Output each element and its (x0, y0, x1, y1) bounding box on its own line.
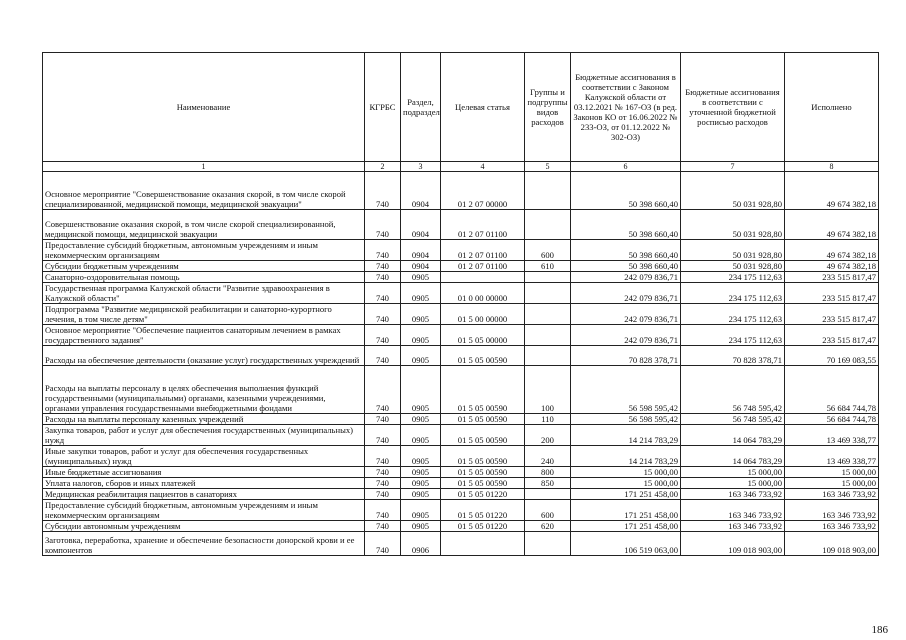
cell-expense-group (525, 283, 571, 304)
cell-kgrbs: 740 (365, 272, 401, 283)
header-section: Раздел, подраздел (401, 53, 441, 162)
cell-target-article: 01 2 07 01100 (441, 210, 525, 240)
cell-kgrbs: 740 (365, 366, 401, 414)
cell-revised-allocation: 234 175 112,63 (681, 304, 785, 325)
cell-section: 0905 (401, 325, 441, 346)
cell-target-article: 01 5 05 00590 (441, 478, 525, 489)
cell-target-article (441, 532, 525, 556)
cell-revised-allocation: 56 748 595,42 (681, 414, 785, 425)
table-row (43, 261, 879, 272)
cell-expense-group: 800 (525, 467, 571, 478)
cell-section: 0905 (401, 489, 441, 500)
cell-law-allocation: 14 214 783,29 (571, 446, 681, 467)
column-number: 3 (401, 162, 441, 172)
cell-name: Закупка товаров, работ и услуг для обеспечения государственных (муниципальных) нужд (43, 425, 365, 446)
cell-revised-allocation: 56 748 595,42 (681, 366, 785, 414)
cell-executed: 70 169 083,55 (785, 346, 879, 366)
cell-law-allocation: 14 214 783,29 (571, 425, 681, 446)
cell-law-allocation: 50 398 660,40 (571, 240, 681, 261)
cell-law-allocation: 56 598 595,42 (571, 414, 681, 425)
cell-section: 0904 (401, 261, 441, 272)
cell-expense-group (525, 304, 571, 325)
cell-name: Расходы на выплаты персоналу в целях обеспечения выполнения функций государственными (муниципальными) органами, казенными учреждениями, органами управления государственными внебюджетными фондами (43, 366, 365, 414)
cell-name: Предоставление субсидий бюджетным, автономным учреждениям и иным некоммерческим организациям (43, 240, 365, 261)
cell-revised-allocation: 50 031 928,80 (681, 240, 785, 261)
table-row (43, 489, 879, 500)
cell-revised-allocation: 14 064 783,29 (681, 425, 785, 446)
cell-expense-group: 200 (525, 425, 571, 446)
cell-target-article: 01 5 05 01220 (441, 521, 525, 532)
cell-section: 0904 (401, 210, 441, 240)
cell-expense-group: 600 (525, 240, 571, 261)
column-number: 1 (43, 162, 365, 172)
cell-section: 0905 (401, 346, 441, 366)
cell-executed: 49 674 382,18 (785, 210, 879, 240)
table-row (43, 446, 879, 467)
cell-kgrbs: 740 (365, 414, 401, 425)
cell-target-article: 01 5 05 00590 (441, 346, 525, 366)
cell-name: Иные бюджетные ассигнования (43, 467, 365, 478)
cell-target-article: 01 5 05 00590 (441, 414, 525, 425)
cell-section: 0905 (401, 478, 441, 489)
cell-name: Государственная программа Калужской области "Развитие здравоохранения в Калужской области" (43, 283, 365, 304)
cell-executed: 49 674 382,18 (785, 261, 879, 272)
cell-target-article: 01 5 05 00590 (441, 425, 525, 446)
table-row (43, 467, 879, 478)
cell-revised-allocation: 15 000,00 (681, 467, 785, 478)
cell-kgrbs: 740 (365, 304, 401, 325)
header-executed: Исполнено (785, 53, 879, 162)
cell-section: 0905 (401, 366, 441, 414)
cell-executed: 49 674 382,18 (785, 172, 879, 210)
cell-executed: 13 469 338,77 (785, 446, 879, 467)
header-revised-allocations: Бюджетные ассигнования в соответствии с уточненной бюджетной росписью расходов (681, 53, 785, 162)
cell-section: 0904 (401, 172, 441, 210)
cell-expense-group (525, 172, 571, 210)
header-target-article: Целевая статья (441, 53, 525, 162)
cell-section: 0905 (401, 304, 441, 325)
table-header-row (43, 53, 879, 162)
budget-table (42, 52, 879, 556)
cell-kgrbs: 740 (365, 467, 401, 478)
cell-executed: 56 684 744,78 (785, 414, 879, 425)
cell-law-allocation: 50 398 660,40 (571, 261, 681, 272)
cell-section: 0905 (401, 272, 441, 283)
cell-target-article: 01 2 07 00000 (441, 172, 525, 210)
column-number: 2 (365, 162, 401, 172)
cell-target-article: 01 5 05 00590 (441, 446, 525, 467)
table-row (43, 210, 879, 240)
table-row (43, 521, 879, 532)
cell-kgrbs: 740 (365, 210, 401, 240)
header-law-allocations: Бюджетные ассигнования в соответствии с Законом Калужской области от 03.12.2021 № 167-ОЗ (в ред. Законов КО от 16.06.2022 № 233-ОЗ, от 01.12.2022 № 302-ОЗ) (571, 53, 681, 162)
cell-section: 0905 (401, 425, 441, 446)
table-row (43, 346, 879, 366)
cell-target-article: 01 5 05 01220 (441, 489, 525, 500)
cell-expense-group: 600 (525, 500, 571, 521)
cell-expense-group (525, 210, 571, 240)
cell-executed: 233 515 817,47 (785, 325, 879, 346)
cell-law-allocation: 56 598 595,42 (571, 366, 681, 414)
column-number: 8 (785, 162, 879, 172)
cell-expense-group: 620 (525, 521, 571, 532)
cell-executed: 56 684 744,78 (785, 366, 879, 414)
cell-law-allocation: 242 079 836,71 (571, 283, 681, 304)
cell-name: Субсидии бюджетным учреждениям (43, 261, 365, 272)
cell-law-allocation: 171 251 458,00 (571, 489, 681, 500)
table-row (43, 478, 879, 489)
column-number: 4 (441, 162, 525, 172)
cell-kgrbs: 740 (365, 346, 401, 366)
cell-executed: 15 000,00 (785, 467, 879, 478)
cell-law-allocation: 171 251 458,00 (571, 521, 681, 532)
cell-kgrbs: 740 (365, 532, 401, 556)
cell-target-article: 01 2 07 01100 (441, 240, 525, 261)
cell-name: Предоставление субсидий бюджетным, автономным учреждениям и иным некоммерческим организациям (43, 500, 365, 521)
cell-law-allocation: 171 251 458,00 (571, 500, 681, 521)
cell-name: Санаторно-оздоровительная помощь (43, 272, 365, 283)
cell-expense-group (525, 272, 571, 283)
header-name: Наименование (43, 53, 365, 162)
cell-executed: 233 515 817,47 (785, 283, 879, 304)
cell-executed: 163 346 733,92 (785, 500, 879, 521)
cell-revised-allocation: 50 031 928,80 (681, 210, 785, 240)
cell-kgrbs: 740 (365, 425, 401, 446)
cell-expense-group (525, 489, 571, 500)
cell-revised-allocation: 234 175 112,63 (681, 325, 785, 346)
table-row (43, 304, 879, 325)
header-expense-groups: Группы и подгруппы видов расходов (525, 53, 571, 162)
cell-expense-group: 240 (525, 446, 571, 467)
cell-revised-allocation: 234 175 112,63 (681, 283, 785, 304)
cell-kgrbs: 740 (365, 521, 401, 532)
cell-target-article: 01 2 07 01100 (441, 261, 525, 272)
cell-name: Субсидии автономным учреждениям (43, 521, 365, 532)
cell-section: 0905 (401, 414, 441, 425)
table-row (43, 425, 879, 446)
cell-target-article: 01 5 05 01220 (441, 500, 525, 521)
table-row (43, 532, 879, 556)
cell-target-article: 01 5 05 00590 (441, 366, 525, 414)
table-row (43, 500, 879, 521)
cell-executed: 15 000,00 (785, 478, 879, 489)
cell-kgrbs: 740 (365, 478, 401, 489)
cell-law-allocation: 50 398 660,40 (571, 210, 681, 240)
page-number: 186 (871, 624, 888, 636)
cell-target-article: 01 5 05 00590 (441, 467, 525, 478)
cell-revised-allocation: 234 175 112,63 (681, 272, 785, 283)
cell-executed: 13 469 338,77 (785, 425, 879, 446)
cell-revised-allocation: 70 828 378,71 (681, 346, 785, 366)
cell-kgrbs: 740 (365, 240, 401, 261)
cell-name: Расходы на выплаты персоналу казенных учреждений (43, 414, 365, 425)
cell-name: Основное мероприятие "Обеспечение пациентов санаторным лечением в рамках государственного задания" (43, 325, 365, 346)
column-number: 6 (571, 162, 681, 172)
column-number: 5 (525, 162, 571, 172)
table-row (43, 325, 879, 346)
cell-revised-allocation: 50 031 928,80 (681, 261, 785, 272)
cell-law-allocation: 242 079 836,71 (571, 272, 681, 283)
cell-target-article: 01 5 00 00000 (441, 304, 525, 325)
cell-kgrbs: 740 (365, 500, 401, 521)
cell-target-article (441, 272, 525, 283)
cell-kgrbs: 740 (365, 261, 401, 272)
cell-name: Иные закупки товаров, работ и услуг для обеспечения государственных (муниципальных) нужд (43, 446, 365, 467)
cell-name: Расходы на обеспечение деятельности (оказание услуг) государственных учреждений (43, 346, 365, 366)
cell-executed: 233 515 817,47 (785, 304, 879, 325)
cell-executed: 163 346 733,92 (785, 489, 879, 500)
cell-law-allocation: 106 519 063,00 (571, 532, 681, 556)
cell-revised-allocation: 163 346 733,92 (681, 500, 785, 521)
cell-expense-group: 610 (525, 261, 571, 272)
cell-section: 0904 (401, 240, 441, 261)
cell-name: Заготовка, переработка, хранение и обеспечение безопасности донорской крови и ее компонентов (43, 532, 365, 556)
table-row (43, 272, 879, 283)
cell-name: Уплата налогов, сборов и иных платежей (43, 478, 365, 489)
cell-executed: 109 018 903,00 (785, 532, 879, 556)
cell-revised-allocation: 15 000,00 (681, 478, 785, 489)
cell-law-allocation: 70 828 378,71 (571, 346, 681, 366)
cell-kgrbs: 740 (365, 172, 401, 210)
cell-revised-allocation: 163 346 733,92 (681, 489, 785, 500)
cell-kgrbs: 740 (365, 283, 401, 304)
cell-section: 0905 (401, 446, 441, 467)
table-row (43, 172, 879, 210)
cell-revised-allocation: 163 346 733,92 (681, 521, 785, 532)
cell-revised-allocation: 50 031 928,80 (681, 172, 785, 210)
cell-section: 0905 (401, 283, 441, 304)
cell-law-allocation: 15 000,00 (571, 478, 681, 489)
cell-law-allocation: 242 079 836,71 (571, 325, 681, 346)
header-kgrbs: КГРБС (365, 53, 401, 162)
column-number-row (43, 162, 879, 172)
table-row (43, 283, 879, 304)
cell-expense-group: 110 (525, 414, 571, 425)
cell-law-allocation: 15 000,00 (571, 467, 681, 478)
table-body (43, 172, 879, 556)
cell-expense-group: 100 (525, 366, 571, 414)
table-row (43, 414, 879, 425)
table-row (43, 240, 879, 261)
cell-expense-group (525, 346, 571, 366)
cell-revised-allocation: 14 064 783,29 (681, 446, 785, 467)
cell-section: 0905 (401, 500, 441, 521)
cell-target-article: 01 5 05 00000 (441, 325, 525, 346)
cell-kgrbs: 740 (365, 446, 401, 467)
cell-name: Совершенствование оказания скорой, в том числе скорой специализированной, медицинской помощи, медицинской эвакуации (43, 210, 365, 240)
table-row (43, 366, 879, 414)
cell-law-allocation: 50 398 660,40 (571, 172, 681, 210)
cell-kgrbs: 740 (365, 489, 401, 500)
cell-name: Подпрограмма "Развитие медицинской реабилитации и санаторно-курортного лечения, в том числе детям" (43, 304, 365, 325)
cell-expense-group: 850 (525, 478, 571, 489)
column-number: 7 (681, 162, 785, 172)
cell-executed: 49 674 382,18 (785, 240, 879, 261)
cell-name: Основное мероприятие "Совершенствование оказания скорой, в том числе скорой специализированной, медицинской помощи, медицинской эвакуации" (43, 172, 365, 210)
cell-target-article: 01 0 00 00000 (441, 283, 525, 304)
cell-kgrbs: 740 (365, 325, 401, 346)
cell-executed: 233 515 817,47 (785, 272, 879, 283)
cell-name: Медицинская реабилитация пациентов в санаториях (43, 489, 365, 500)
cell-executed: 163 346 733,92 (785, 521, 879, 532)
cell-section: 0905 (401, 521, 441, 532)
cell-section: 0905 (401, 467, 441, 478)
cell-law-allocation: 242 079 836,71 (571, 304, 681, 325)
cell-expense-group (525, 325, 571, 346)
cell-revised-allocation: 109 018 903,00 (681, 532, 785, 556)
cell-expense-group (525, 532, 571, 556)
cell-section: 0906 (401, 532, 441, 556)
